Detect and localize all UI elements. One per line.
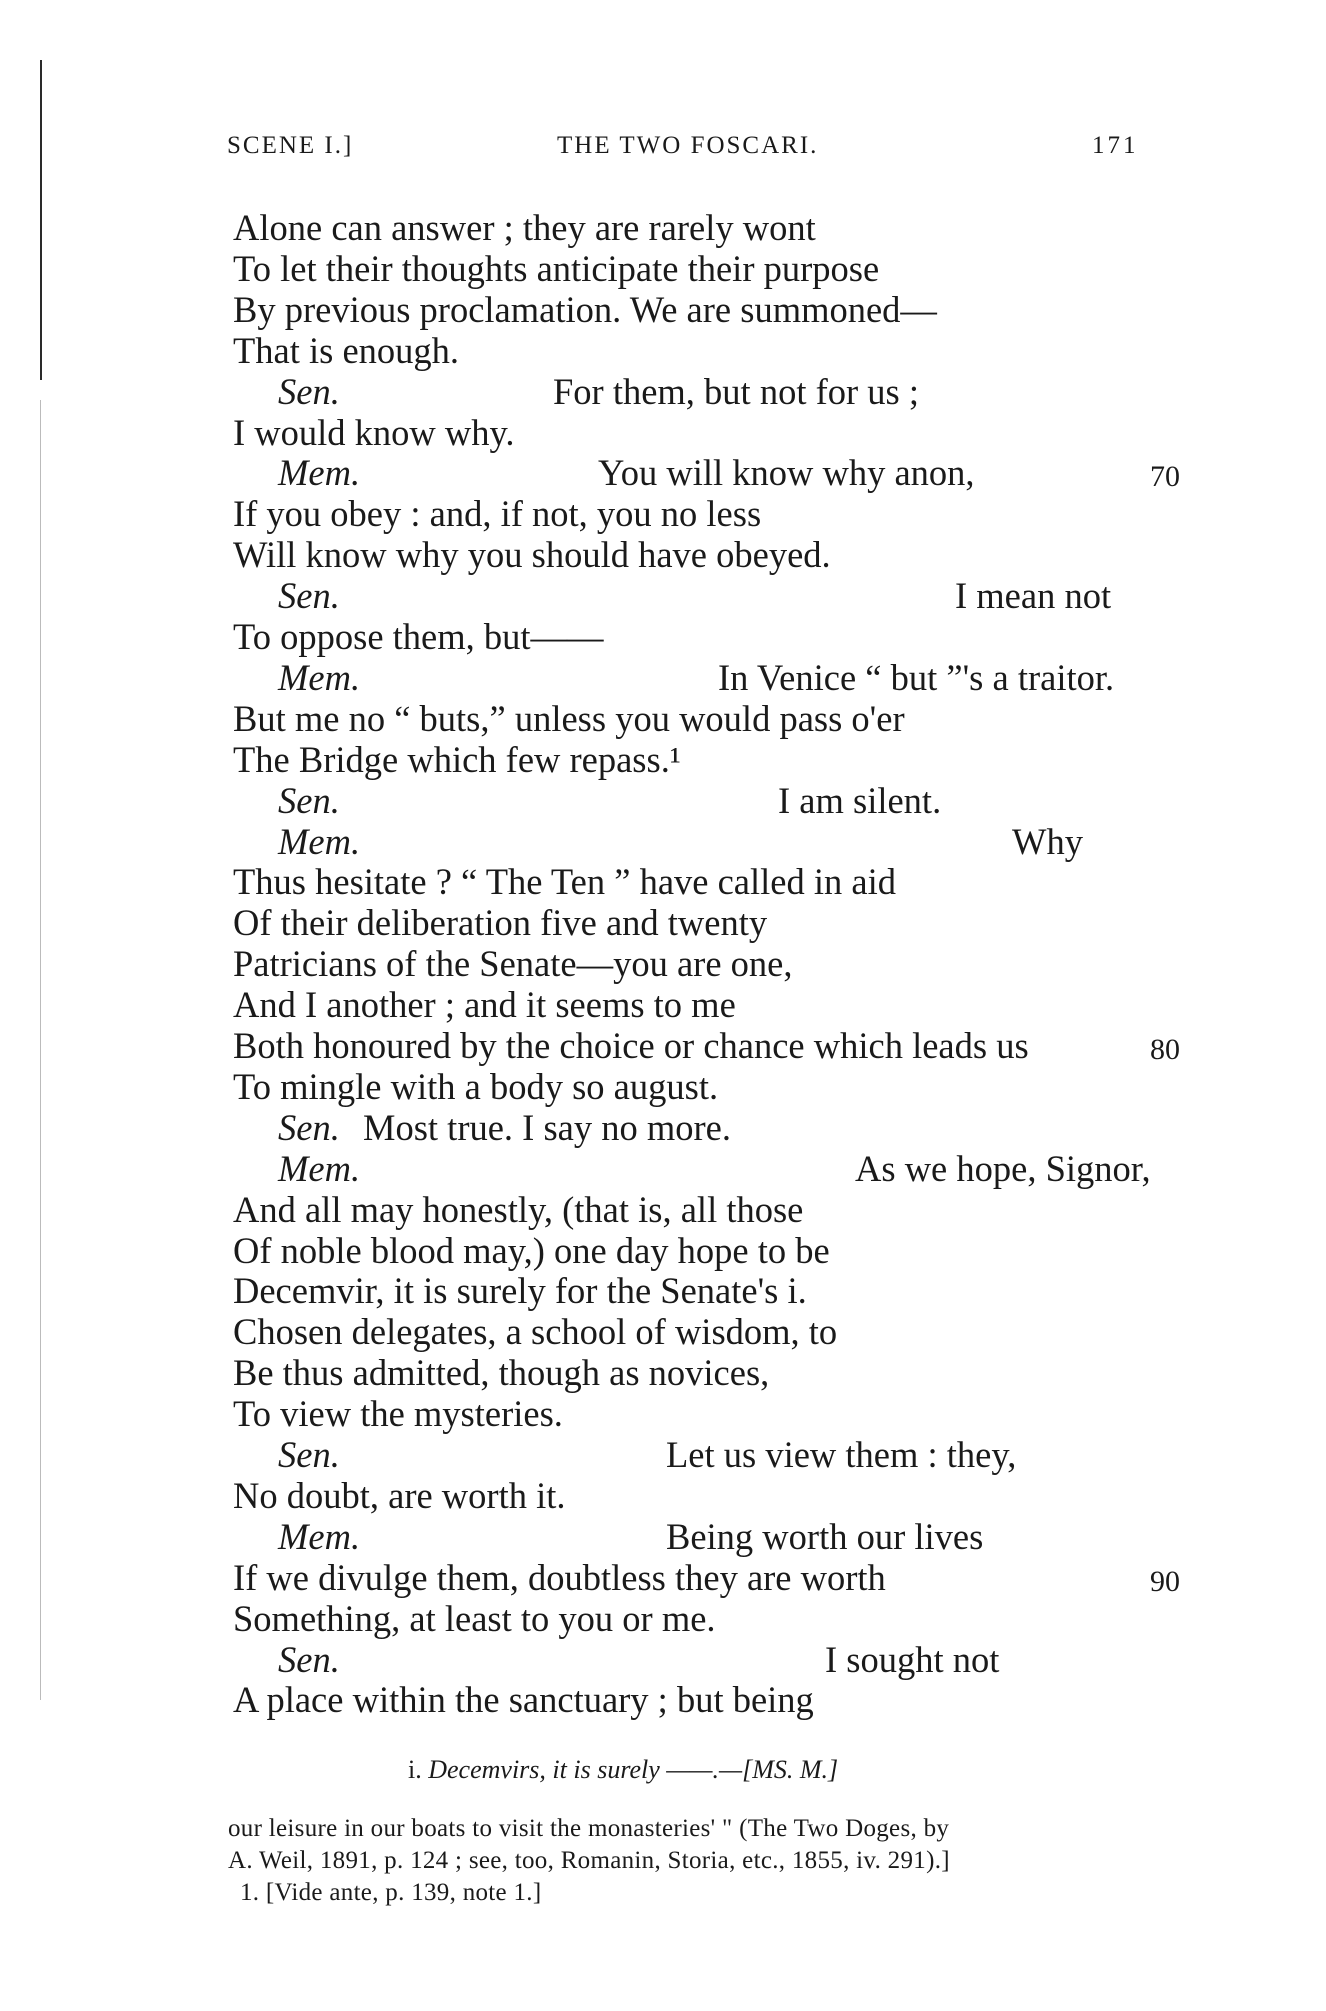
verse-line: I would know why. — [233, 411, 515, 453]
speaker-tag: Mem. — [278, 656, 361, 698]
verse-line: As we hope, Signor, — [855, 1147, 1151, 1189]
speaker-tag: Mem. — [278, 1147, 361, 1189]
verse-line: A place within the sanctuary ; but being — [233, 1679, 814, 1721]
verse-line: To view the mysteries. — [233, 1393, 563, 1435]
speaker-tag: Sen. — [278, 1434, 340, 1475]
verse-line: No doubt, are worth it. — [233, 1474, 566, 1516]
verse-line: Chosen delegates, a school of wisdom, to — [233, 1311, 838, 1353]
verse-line: I mean not — [955, 575, 1112, 617]
running-header-title: THE TWO FOSCARI. — [557, 132, 819, 159]
speaker-tag: Sen. — [278, 575, 340, 617]
line-number: 90 — [1150, 1564, 1180, 1598]
verse-line: Let us view them : they, — [666, 1434, 1017, 1475]
verse-line: Of their deliberation five and twenty — [233, 902, 768, 944]
verse-line: To oppose them, but—— — [233, 616, 604, 657]
speaker-tag: Sen. — [278, 1638, 340, 1680]
verse-line: And all may honestly, (that is, all those — [233, 1188, 804, 1230]
verse-line: If you obey : and, if not, you no less — [233, 493, 762, 535]
speaker-tag: Sen. — [278, 370, 340, 412]
verse-line: Alone can answer ; they are rarely wont — [233, 207, 816, 248]
speaker-tag: Mem. — [278, 1515, 361, 1557]
verse-line: To let their thoughts anticipate their purpose — [233, 247, 880, 289]
variant-marker: i. — [408, 1755, 422, 1784]
verse-line: Decemvir, it is surely for the Senate's i. — [233, 1270, 807, 1312]
variant-note — [408, 1757, 838, 1783]
verse-line: By previous proclamation. We are summoned— — [233, 288, 937, 330]
verse-line: The Bridge which few repass.¹ — [233, 738, 681, 780]
verse-line: In Venice “ but ”'s a traitor. — [718, 656, 1115, 698]
verse-line: If we divulge them, doubtless they are worth — [233, 1556, 886, 1598]
verse-line: You will know why anon, — [598, 452, 975, 494]
footnote-line: A. Weil, 1891, p. 124 ; see, too, Romanin, Storia, etc., 1855, iv. 291).] — [228, 1847, 950, 1874]
verse-line: I am silent. — [778, 779, 942, 821]
page-edge-shadow — [40, 60, 42, 380]
verse-line: Being worth our lives — [666, 1515, 984, 1557]
page-edge-shadow-faint — [40, 400, 41, 1700]
verse-line: Patricians of the Senate—you are one, — [233, 943, 793, 985]
verse-line: That is enough. — [233, 329, 460, 371]
verse-line: Why — [1012, 820, 1083, 862]
speaker-tag: Mem. — [278, 452, 361, 494]
verse-line: Will know why you should have obeyed. — [233, 534, 831, 576]
verse-line: Of noble blood may,) one day hope to be — [233, 1229, 830, 1271]
line-number: 80 — [1150, 1033, 1180, 1066]
running-header-scene: SCENE I.] — [227, 132, 354, 159]
verse-line: Both honoured by the choice or chance which leads us — [233, 1025, 1029, 1066]
verse-line: Thus hesitate ? “ The Ten ” have called in aid — [233, 861, 896, 903]
footnote-line: our leisure in our boats to visit the monasteries' " (The Two Doges, by — [228, 1815, 950, 1842]
line-number: 70 — [1150, 460, 1180, 494]
verse-line: For them, but not for us ; — [553, 370, 919, 412]
verse-line: To mingle with a body so august. — [233, 1065, 719, 1107]
speaker-tag: Sen. — [278, 1106, 340, 1148]
verse-line: And I another ; and it seems to me — [233, 984, 736, 1026]
verse-line: But me no “ buts,” unless you would pass o'er — [233, 697, 905, 739]
verse-line: Most true. I say no more. — [363, 1106, 731, 1148]
speaker-tag: Sen. — [278, 779, 340, 821]
footnote-line: 1. [Vide ante, p. 139, note 1.] — [240, 1879, 542, 1906]
verse-line: I sought not — [825, 1638, 1000, 1680]
variant-text: Decemvirs, it is surely ——.—[MS. M.] — [428, 1755, 839, 1784]
page-number: 171 — [1092, 132, 1139, 159]
verse-line: Something, at least to you or me. — [233, 1597, 716, 1639]
speaker-tag: Mem. — [278, 820, 361, 862]
verse-line: Be thus admitted, though as novices, — [233, 1352, 770, 1394]
